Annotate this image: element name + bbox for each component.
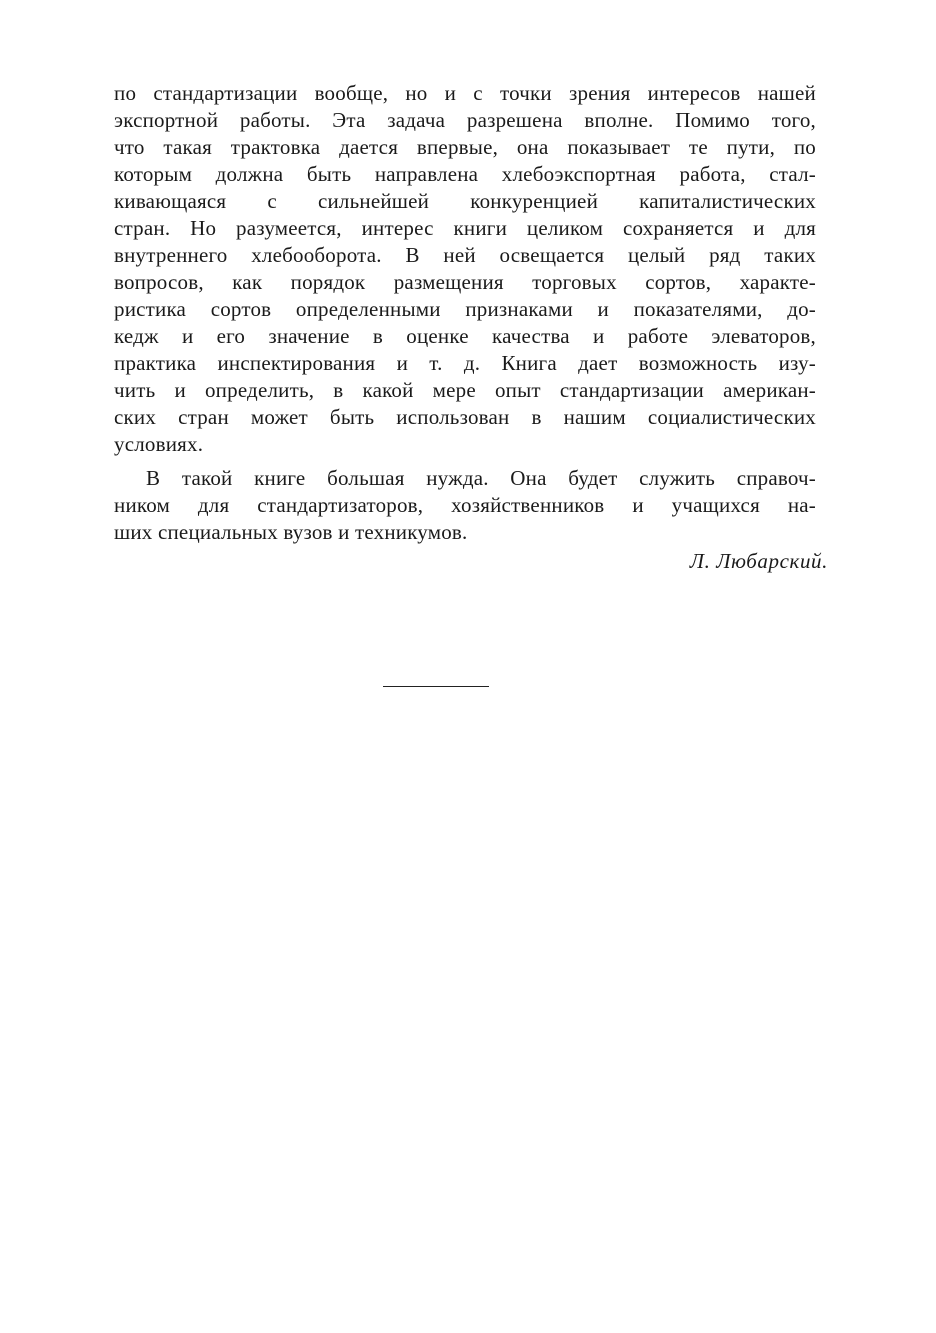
text-line: что такая трактовка дается впервые, она показывает те пути, по (114, 135, 816, 159)
text-line: стран. Но разумеется, интерес книги целиком сохраняется и для (114, 216, 816, 240)
text-line: ристика сортов определенными признаками и показателями, до- (114, 297, 816, 321)
paragraph-2 (114, 465, 816, 546)
text-line: ских стран может быть использован в нашим социалистических (114, 405, 816, 429)
text-line: вопросов, как порядок размещения торговых сортов, характе- (114, 270, 816, 294)
text-line: условиях. (114, 432, 204, 456)
text-line: В такой книге большая нужда. Она будет служить справоч- (146, 466, 816, 490)
text-line: внутреннего хлебооборота. В ней освещается целый ряд таких (114, 243, 816, 267)
author-signature: Л. Любарский. (689, 549, 828, 573)
text-line: кивающаяся с сильнейшей конкуренцией капиталистических (114, 189, 816, 213)
text-line: кедж и его значение в оценке качества и работе элеваторов, (114, 324, 816, 348)
text-line: чить и определить, в какой мере опыт стандартизации американ- (114, 378, 816, 402)
body-text (114, 80, 816, 546)
text-line: которым должна быть направлена хлебоэкспортная работа, стал- (114, 162, 816, 186)
text-line: ших специальных вузов и техникумов. (114, 520, 468, 544)
text-line: практика инспектирования и т. д. Книга дает возможность изу- (114, 351, 816, 375)
text-line: по стандартизации вообще, но и с точки зрения интересов нашей (114, 81, 816, 105)
text-line: ником для стандартизаторов, хозяйственников и учащихся на- (114, 493, 816, 517)
text-line: экспортной работы. Эта задача разрешена вполне. Помимо того, (114, 108, 816, 132)
paragraph-1 (114, 80, 816, 458)
section-divider (383, 686, 489, 687)
